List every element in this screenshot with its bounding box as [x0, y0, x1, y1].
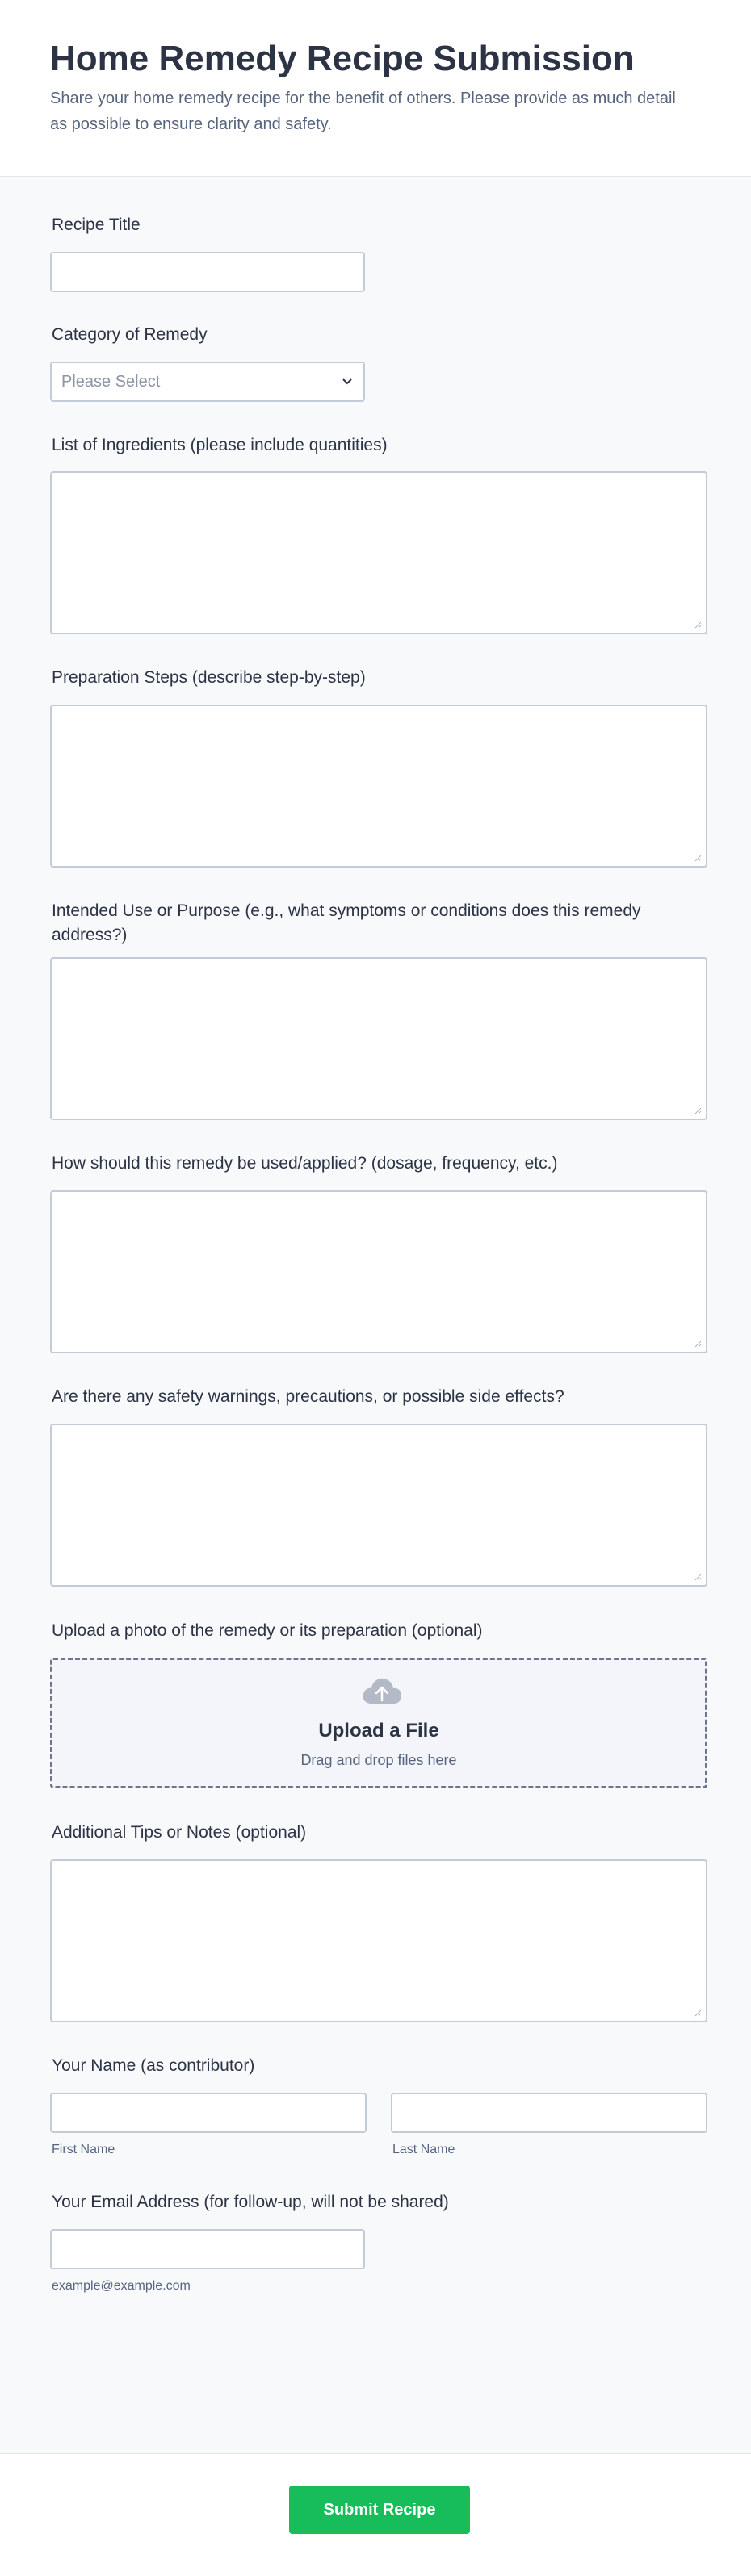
- ingredients-label: List of Ingredients (please include quantities): [52, 436, 388, 454]
- intended-use-label: Intended Use or Purpose (e.g., what symptoms or conditions does this remedy address?): [52, 901, 641, 944]
- email-input[interactable]: [50, 2229, 365, 2269]
- safety-label: Are there any safety warnings, precautions, or possible side effects?: [52, 1387, 564, 1406]
- preparation-label: Preparation Steps (describe step-by-step): [52, 668, 366, 687]
- ingredients-textarea[interactable]: [50, 471, 707, 634]
- submit-button[interactable]: Submit Recipe: [289, 2486, 470, 2534]
- tips-textarea[interactable]: [50, 1859, 707, 2022]
- name-label: Your Name (as contributor): [52, 2056, 255, 2075]
- page-title: Home Remedy Recipe Submission: [50, 39, 635, 78]
- category-selected-value: Please Select: [61, 373, 161, 391]
- resize-handle-icon[interactable]: [694, 1340, 702, 1348]
- resize-handle-icon[interactable]: [694, 1107, 702, 1114]
- first-name-sublabel: First Name: [52, 2143, 115, 2156]
- email-sublabel: example@example.com: [52, 2279, 191, 2293]
- first-name-input[interactable]: [50, 2093, 367, 2133]
- resize-handle-icon[interactable]: [694, 855, 702, 862]
- recipe-title-label: Recipe Title: [52, 215, 141, 234]
- intended-use-textarea[interactable]: [50, 957, 707, 1120]
- cloud-upload-icon: [361, 1676, 403, 1705]
- email-label: Your Email Address (for follow-up, will not be shared): [52, 2193, 449, 2211]
- resize-handle-icon[interactable]: [694, 2009, 702, 2017]
- category-select[interactable]: [50, 362, 365, 402]
- upload-title: Upload a File: [318, 1720, 439, 1742]
- usage-label: How should this remedy be used/applied? (dosage, frequency, etc.): [52, 1154, 558, 1173]
- safety-textarea[interactable]: [50, 1424, 707, 1587]
- chevron-down-icon: [341, 374, 354, 387]
- form-footer: [0, 2453, 751, 2576]
- page-subtitle: Share your home remedy recipe for the benefit of others. Please provide as much detail as possible to ensure clarity and safety.: [50, 90, 676, 133]
- last-name-sublabel: Last Name: [392, 2143, 455, 2156]
- recipe-title-input[interactable]: [50, 252, 365, 292]
- form-header: [0, 0, 751, 177]
- file-upload-dropzone[interactable]: [50, 1658, 707, 1788]
- tips-label: Additional Tips or Notes (optional): [52, 1823, 307, 1842]
- resize-handle-icon[interactable]: [694, 621, 702, 629]
- category-label: Category of Remedy: [52, 325, 208, 344]
- upload-hint: Drag and drop files here: [300, 1752, 457, 1768]
- preparation-textarea[interactable]: [50, 705, 707, 868]
- last-name-input[interactable]: [391, 2093, 707, 2133]
- photo-label: Upload a photo of the remedy or its preparation (optional): [52, 1621, 483, 1640]
- usage-textarea[interactable]: [50, 1190, 707, 1353]
- resize-handle-icon[interactable]: [694, 1574, 702, 1581]
